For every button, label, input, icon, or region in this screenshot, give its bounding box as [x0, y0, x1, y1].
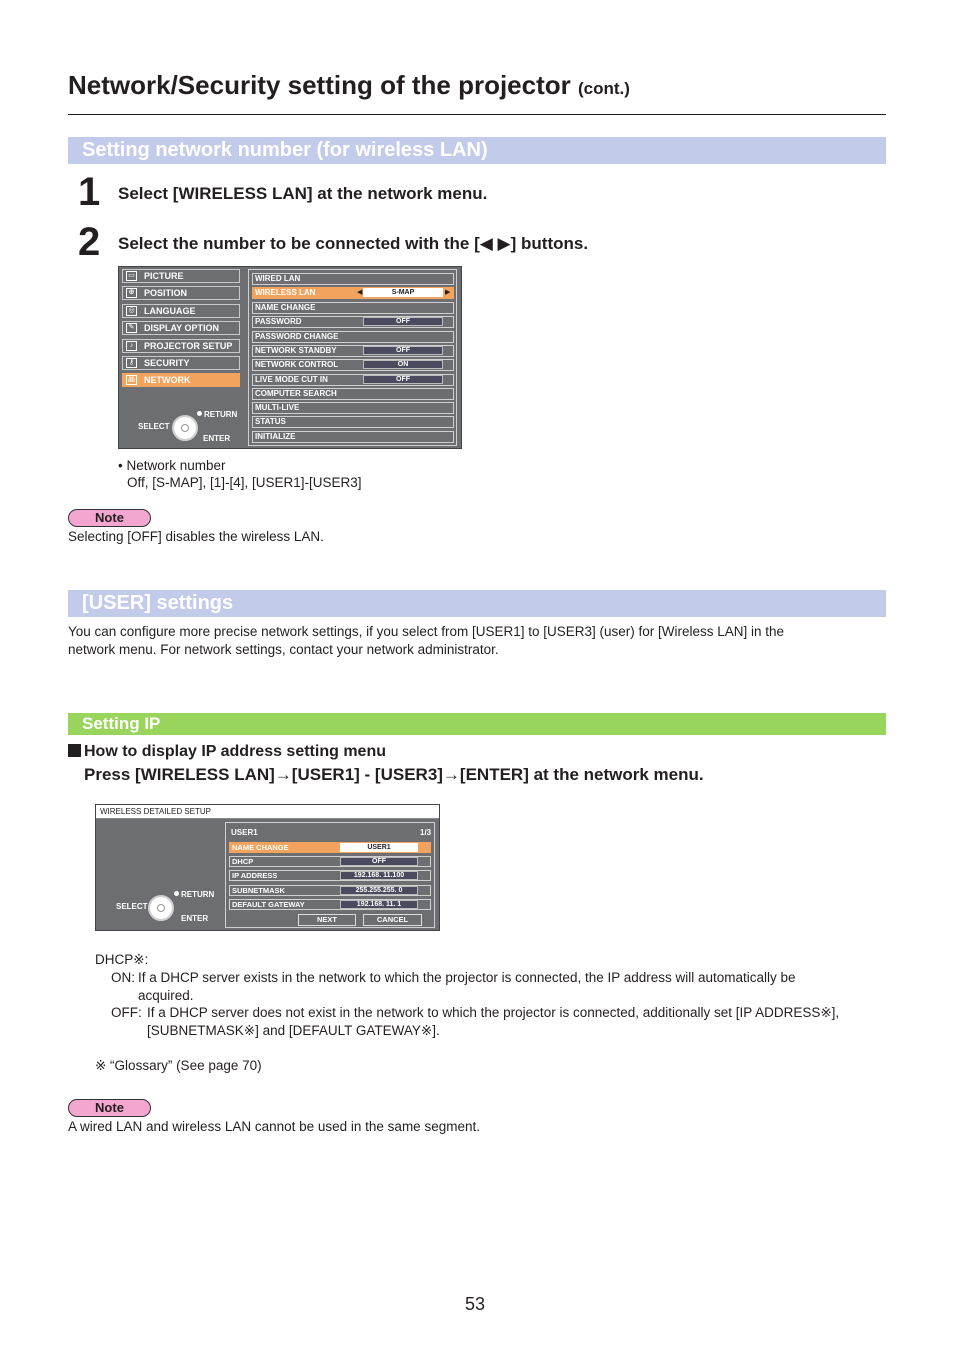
wireless-detailed-setup-header: WIRELESS DETAILED SETUP — [96, 805, 439, 819]
subheading-setting-ip: Setting IP — [68, 713, 886, 735]
page-number: 53 — [465, 1294, 486, 1314]
page-indicator: 1/3 — [420, 828, 432, 837]
submenu-password[interactable]: PASSWORD OFF — [252, 316, 454, 328]
user-settings-intro-line2: network menu. For network settings, contact your network administrator. — [68, 642, 499, 657]
submenu-computer-search[interactable]: COMPUTER SEARCH — [252, 388, 454, 400]
submenu-wired-lan[interactable]: WIRED LAN — [252, 273, 454, 285]
network-menu-screenshot — [118, 266, 462, 449]
arrow-left-icon[interactable]: ◀ — [357, 289, 363, 296]
menu-item-language[interactable] — [122, 304, 240, 318]
nav-return-label: RETURN — [197, 410, 237, 419]
projector-setup-icon: ♪ — [126, 341, 137, 351]
note-text: A wired LAN and wireless LAN cannot be used in the same segment. — [68, 1119, 480, 1134]
submenu-network-standby[interactable]: NETWORK STANDBY OFF — [252, 345, 454, 357]
note-text: Selecting [OFF] disables the wireless LAN. — [68, 529, 324, 544]
bullet-network-number: • Network number — [118, 458, 226, 473]
row-name-change[interactable]: NAME CHANGE USER1 — [229, 842, 431, 853]
nav-select-label: SELECT — [116, 902, 148, 911]
menu-item-label: LANGUAGE — [144, 306, 196, 316]
arrow-right-icon[interactable]: ▶ — [445, 289, 451, 296]
menu-item-label: PROJECTOR SETUP — [144, 341, 233, 351]
display-option-icon: ✎ — [126, 323, 137, 333]
dhcp-on-text-line1: If a DHCP server exists in the network to which the projector is connected, the IP address will automatically be — [138, 970, 796, 985]
subnetmask-value: 255.255.255. 0 — [340, 886, 418, 895]
wireless-lan-value: S-MAP — [363, 288, 443, 297]
page-title — [68, 70, 630, 101]
submenu-name-change[interactable]: NAME CHANGE — [252, 302, 454, 314]
submenu-initialize[interactable]: INITIALIZE — [252, 431, 454, 443]
default-gateway-value: 192.168. 11. 1 — [340, 900, 418, 909]
row-subnetmask[interactable]: SUBNETMASK 255.255.255. 0 — [229, 885, 431, 896]
glossary-reference: ※ “Glossary” (See page 70) — [95, 1058, 262, 1073]
row-dhcp[interactable]: DHCP OFF — [229, 856, 431, 867]
wireless-detailed-setup-screenshot — [95, 804, 440, 931]
menu-item-label: SECURITY — [144, 358, 190, 368]
dhcp-on-label: ON: — [111, 970, 136, 985]
menu-item-position[interactable] — [122, 286, 240, 300]
dhcp-off-label: OFF: — [111, 1005, 142, 1020]
step-number-2: 2 — [78, 220, 101, 264]
user-setup-panel — [225, 822, 435, 928]
live-mode-value: OFF — [363, 375, 443, 384]
network-icon: 品 — [128, 376, 135, 383]
row-default-gateway[interactable]: DEFAULT GATEWAY 192.168. 11. 1 — [229, 899, 431, 910]
page-title-text: Network/Security setting of the projector — [68, 70, 571, 100]
title-rule — [68, 114, 886, 115]
password-value: OFF — [363, 317, 443, 326]
menu-item-picture[interactable] — [122, 269, 240, 283]
page-title-suffix: (cont.) — [577, 79, 630, 98]
nav-enter-label: ENTER — [181, 914, 209, 923]
language-icon: ◎ — [126, 306, 137, 316]
section-heading-network-number: Setting network number (for wireless LAN) — [68, 137, 886, 164]
dhcp-off-text-line1: If a DHCP server does not exist in the network to which the projector is connected, additionally set [IP ADDRESS※], — [147, 1005, 840, 1020]
submenu-live-mode-cut-in[interactable]: LIVE MODE CUT IN OFF — [252, 374, 454, 386]
note-badge: Note — [68, 1099, 151, 1117]
dhcp-off-text-line2: [SUBNETMASK※] and [DEFAULT GATEWAY※]. — [147, 1023, 440, 1038]
next-button[interactable]: NEXT — [298, 914, 356, 926]
menu-item-projector-setup[interactable] — [122, 339, 240, 353]
menu-item-security[interactable] — [122, 356, 240, 370]
step-text-1: Select [WIRELESS LAN] at the network menu. — [118, 184, 488, 203]
section-heading-user-settings: [USER] settings — [68, 590, 886, 617]
nav-select-label: SELECT — [138, 422, 170, 431]
submenu-multi-live[interactable]: MULTI-LIVE — [252, 402, 454, 414]
ip-address-value: 192.168. 11.100 — [340, 871, 418, 880]
nav-enter-label: ENTER — [203, 434, 231, 443]
cancel-button[interactable]: CANCEL — [363, 914, 422, 926]
bullet-network-values: Off, [S-MAP], [1]-[4], [USER1]-[USER3] — [127, 475, 362, 490]
picture-icon: ▭ — [126, 271, 137, 281]
network-submenu-panel — [248, 269, 457, 446]
submenu-wireless-lan[interactable]: WIRELESS LAN ◀ S-MAP ▶ — [252, 287, 454, 299]
select-dial-icon — [172, 415, 198, 441]
menu-item-display-option[interactable] — [122, 321, 240, 335]
how-to-heading — [68, 743, 386, 761]
user-settings-intro-line1: You can configure more precise network settings, if you select from [USER1] to [USER3] (user) for [Wireless LAN] in the — [68, 624, 785, 639]
step-number-1: 1 — [78, 170, 101, 214]
user-label: USER1 — [231, 828, 258, 837]
square-bullet-icon — [68, 744, 81, 757]
select-dial-icon — [148, 895, 174, 921]
dhcp-label: DHCP※: — [95, 952, 149, 967]
submenu-status[interactable]: STATUS — [252, 416, 454, 428]
note-badge: Note — [68, 509, 151, 527]
how-to-heading-text: How to display IP address setting menu — [84, 743, 386, 760]
menu-item-label: DISPLAY OPTION — [144, 323, 220, 333]
press-instruction: Press [WIRELESS LAN]→[USER1] - [USER3]→[ENTER] at the network menu. — [84, 765, 704, 784]
name-change-value: USER1 — [340, 843, 418, 852]
step-text-2: Select the number to be connected with the [◀ ▶] buttons. — [118, 234, 589, 253]
menu-item-network[interactable] — [122, 373, 240, 387]
row-ip-address[interactable]: IP ADDRESS 192.168. 11.100 — [229, 870, 431, 881]
submenu-network-control[interactable]: NETWORK CONTROL ON — [252, 359, 454, 371]
nav-return-label: RETURN — [174, 890, 214, 899]
menu-item-label: NETWORK — [144, 375, 191, 385]
network-control-value: ON — [363, 360, 443, 369]
menu-item-label: PICTURE — [144, 271, 184, 281]
security-key-icon: ⚷ — [126, 358, 137, 368]
menu-item-label: POSITION — [144, 288, 188, 298]
submenu-password-change[interactable]: PASSWORD CHANGE — [252, 331, 454, 343]
dhcp-value: OFF — [340, 857, 418, 866]
position-icon: ⊕ — [126, 288, 137, 298]
dhcp-on-text-line2: acquired. — [138, 988, 194, 1003]
network-standby-value: OFF — [363, 346, 443, 355]
